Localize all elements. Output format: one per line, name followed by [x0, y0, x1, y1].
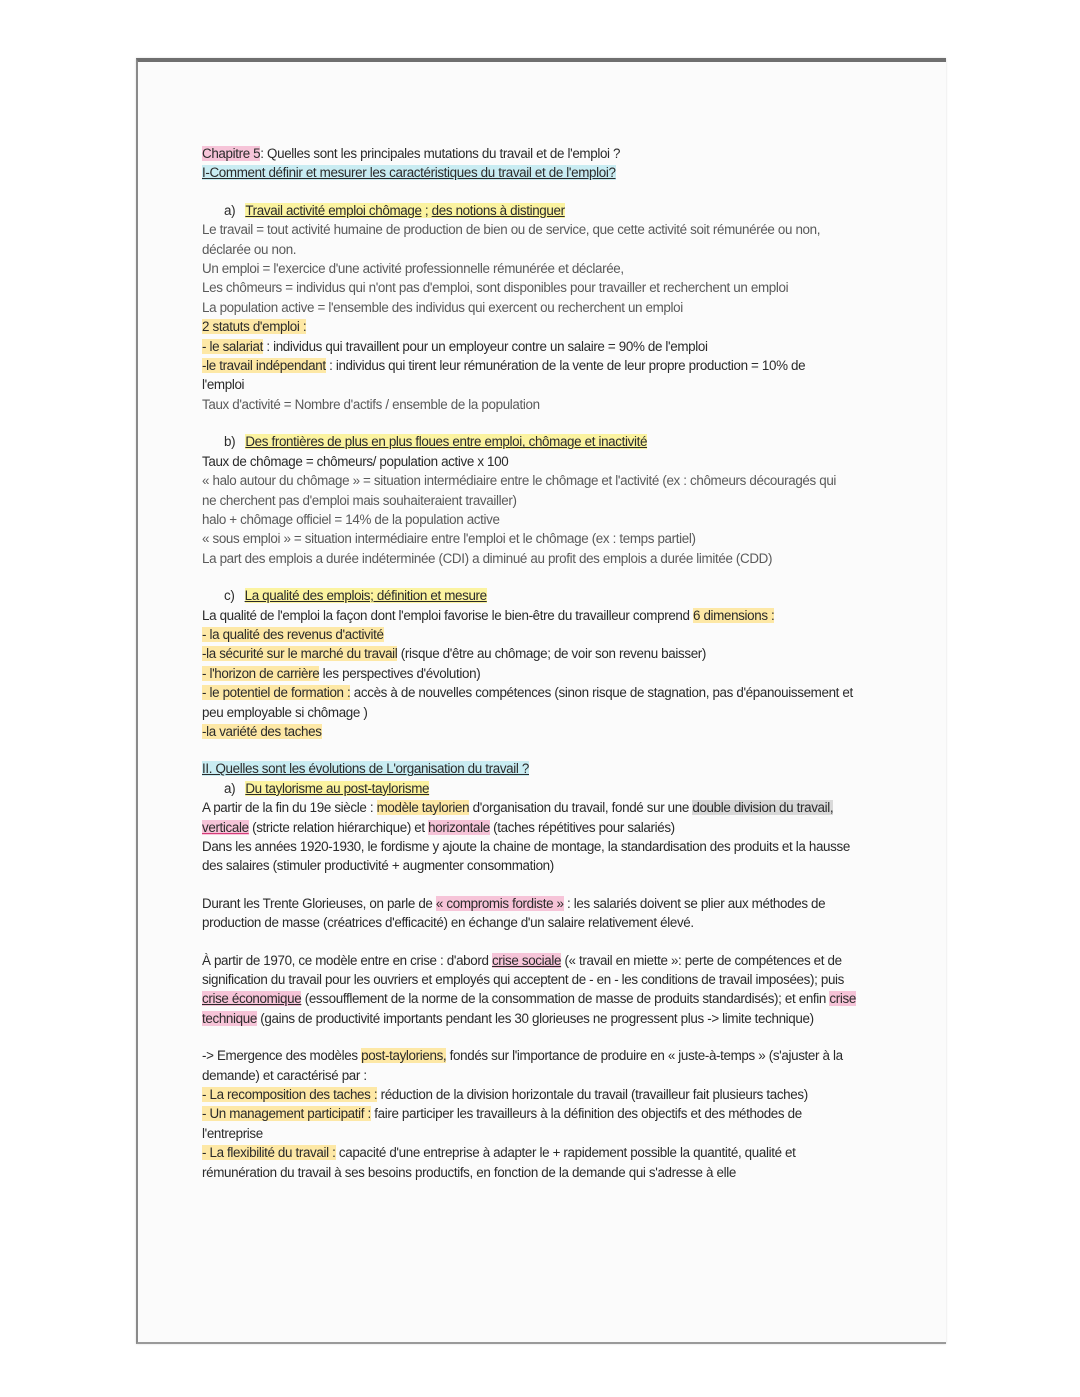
part2-heading-text: II. Quelles sont les évolutions de L'organisation du travail ? [202, 761, 529, 777]
taylor-p1-b: d'organisation du travail, fondé sur une [469, 800, 693, 816]
qualite-intro-text: La qualité de l'emploi la façon dont l'emploi favorise le bien-être du travailleur comprend [202, 607, 693, 623]
dimension-3 [202, 664, 892, 683]
section-a-heading [202, 201, 892, 220]
modele-3 [202, 1143, 892, 1162]
salariat-label: - le salariat [202, 338, 263, 354]
dimension-4-label: - le potentiel de formation : [202, 685, 351, 701]
post-taylor-p1 [202, 1046, 892, 1065]
section-2a-title: Du taylorisme au post-taylorisme [245, 780, 430, 796]
crise-technique-1: crise [829, 991, 856, 1007]
taylor-p1 [202, 798, 892, 817]
part1-heading-text: I-Comment définir et mesurer les caractéristiques du travail et de l'emploi? [202, 165, 616, 181]
statuts-heading [202, 317, 892, 336]
compromis-cont: production de masse (créatrices d'efficacité) en échange d'un salaire relativement élevé. [202, 915, 694, 931]
section-c-heading [202, 586, 892, 605]
crise-e: (gains de productivité importants pendant les 30 glorieuses ne progressent plus -> limite technique) [256, 1010, 814, 1026]
dimension-2-label: -la sécurité sur le marché du travail [202, 646, 398, 662]
definition-population-active: La population active = l'ensemble des individus qui exercent ou recherchent un emploi [202, 299, 683, 315]
modele-taylorien: modèle taylorien [376, 800, 470, 816]
chapter-title [202, 144, 892, 163]
dimension-5-text: -la variété des taches [202, 723, 322, 739]
dimension-4-cont: peu employable si chômage ) [202, 704, 368, 720]
scanned-page [136, 58, 946, 1344]
section-marker: a) [224, 202, 236, 218]
post-tayloriens: post-tayloriens, [361, 1048, 447, 1064]
crise-p4 [202, 1009, 892, 1028]
definition-emploi: Un emploi = l'exercice d'une activité professionnelle rémunérée et déclarée, [202, 261, 624, 277]
chapter-label: Chapitre 5 [202, 146, 261, 161]
qualite-dimensions: 6 dimensions : [692, 607, 775, 623]
dimension-2-text: (risque d'être au chômage; de voir son revenu baisser) [397, 646, 707, 662]
taylor-p1-cont [202, 818, 892, 837]
fordisme: Dans les années 1920-1930, le fordisme y ajoute la chaine de montage, la standardisation des produits et la hausse [202, 839, 850, 854]
taylor-p1-d: (taches répétitives pour salariés) [489, 819, 675, 835]
dimension-4-text: accès à de nouvelles compétences (sinon risque de stagnation, pas d'épanouissement et [350, 685, 853, 701]
halo-officiel: halo + chômage officiel = 14% de la population active [202, 511, 500, 527]
statut-independant-cont: l'emploi [202, 377, 245, 393]
dimension-4 [202, 683, 892, 702]
dimension-3-text: les perspectives d'évolution) [319, 665, 481, 681]
compromis-fordiste [202, 894, 892, 913]
definition-travail: Le travail = tout activité humaine de production de bien ou de service, que cette activité soit rémunérée ou non, [202, 222, 821, 238]
modele-1 [202, 1085, 892, 1104]
crise-a: À partir de 1970, ce modèle entre en crise : d'abord [202, 952, 492, 968]
crise-p2: signification du travail pour les ouvriers et employés qui acceptent de - en - les conditions de travail imposées); puis [202, 972, 845, 988]
part1-heading [202, 163, 892, 182]
dimension-1 [202, 625, 892, 644]
post-taylor-b: fondés sur l'importance de produire en « juste-à-temps » (s'ajuster à la [446, 1048, 843, 1064]
independant-text: : individus qui tirent leur rémunération de la vente de leur propre production = 10% de [325, 358, 806, 374]
statut-independant [202, 356, 892, 375]
section-marker: c) [224, 588, 235, 604]
crise-p1 [202, 951, 892, 970]
post-taylor-p2: demande) et caractérisé par : [202, 1067, 367, 1083]
section-c-title: La qualité des emplois; définition et mesure [244, 588, 487, 604]
qualite-intro [202, 606, 892, 625]
management-text: faire participer les travailleurs à la définition des objectifs et des méthodes de [370, 1106, 802, 1122]
independant-label: -le travail indépendant [202, 358, 326, 374]
flexibilite-label: - La flexibilité du travail : [202, 1145, 336, 1161]
crise-d: (essoufflement de la norme de la consommation de masse de produits standardisés); et enfin [301, 991, 830, 1007]
document-body [202, 144, 892, 1182]
definition-chomeurs: Les chômeurs = individus qui n'ont pas d'emploi, sont disponibles pour travailler et recherchent un emploi [202, 280, 789, 296]
taylor-p1-a: A partir de la fin du 19e siècle : [202, 800, 377, 816]
crise-b: (« travail en miette »: perte de compétences et de [561, 952, 842, 968]
salariat-text: : individus qui travaillent pour un employeur contre un salaire = 90% de l'emploi [262, 338, 708, 354]
dimension-3-label: - l'horizon de carrière [202, 665, 320, 681]
taux-activite: Taux d'activité = Nombre d'actifs / ensemble de la population [202, 396, 540, 412]
section-b-title: Des frontières de plus en plus floues entre emploi, chômage et inactivité [245, 434, 648, 450]
dimension-5 [202, 722, 892, 741]
post-taylor-a: -> Emergence des modèles [202, 1048, 362, 1064]
dimension-1-text: - la qualité des revenus d'activité [202, 626, 384, 642]
modele-2 [202, 1104, 892, 1123]
compromis-a: Durant les Trente Glorieuses, on parle de [202, 895, 436, 911]
modele-2-cont: l'entreprise [202, 1125, 263, 1141]
compromis-b: : les salariés doivent se plier aux méthodes de [563, 895, 826, 911]
recomposition-label: - La recomposition des taches : [202, 1087, 378, 1103]
dimension-2 [202, 644, 892, 663]
section-2a-heading [202, 779, 892, 798]
taylor-p1-c: (stricte relation hiérarchique) et [248, 819, 429, 835]
section-marker: b) [224, 434, 236, 450]
compromis-label: « compromis fordiste » [435, 895, 564, 911]
horizontale: horizontale [428, 819, 490, 835]
recomposition-text: réduction de la division horizontale du travail (travailleur fait plusieurs taches) [377, 1087, 808, 1103]
section-marker: a) [224, 780, 236, 796]
section-a-sep: ; [421, 202, 432, 218]
sous-emploi: « sous emploi » = situation intermédiaire entre l'emploi et le chômage (ex : temps partiel) [202, 531, 696, 547]
chapter-question: : Quelles sont les principales mutations du travail et de l'emploi ? [260, 146, 621, 161]
crise-sociale: crise sociale [491, 952, 562, 968]
taux-chomage: Taux de chômage = chômeurs/ population active x 100 [202, 453, 509, 469]
management-label: - Un management participatif : [202, 1106, 371, 1122]
halo-chomage-cont: ne cherchent pas d'emploi mais souhaiteraient travailler) [202, 492, 517, 508]
double-division: double division du travail, [692, 800, 834, 816]
flexibilite-text: capacité d'une entreprise à adapter le + rapidement possible la quantité, qualité et [335, 1145, 796, 1161]
fordisme-cont: des salaires (stimuler productivité + augmenter consommation) [202, 858, 554, 874]
part2-heading [202, 759, 892, 778]
crise-technique-2: technique [202, 1010, 257, 1026]
halo-chomage: « halo autour du chômage » = situation intermédiaire entre le chômage et l'activité (ex : chômeurs découragés qui [202, 473, 837, 489]
section-b-heading [202, 432, 892, 451]
definition-travail-cont: déclarée ou non. [202, 241, 297, 257]
verticale: verticale [202, 819, 249, 835]
section-a-title-2: des notions à distinguer [431, 202, 565, 218]
crise-p3 [202, 989, 892, 1008]
cdi-cdd: La part des emplois a durée indéterminée (CDI) a diminué au profit des emplois a durée limitée (CDD) [202, 550, 773, 566]
statuts-label: 2 statuts d'emploi : [202, 319, 307, 335]
modele-3-cont: rémunération du travail à ses besoins productifs, en fonction de la demande qui s'adresse à elle [202, 1164, 736, 1180]
crise-economique: crise économique [202, 991, 302, 1007]
section-a-title-1: Travail activité emploi chômage [245, 202, 422, 218]
statut-salariat [202, 337, 892, 356]
